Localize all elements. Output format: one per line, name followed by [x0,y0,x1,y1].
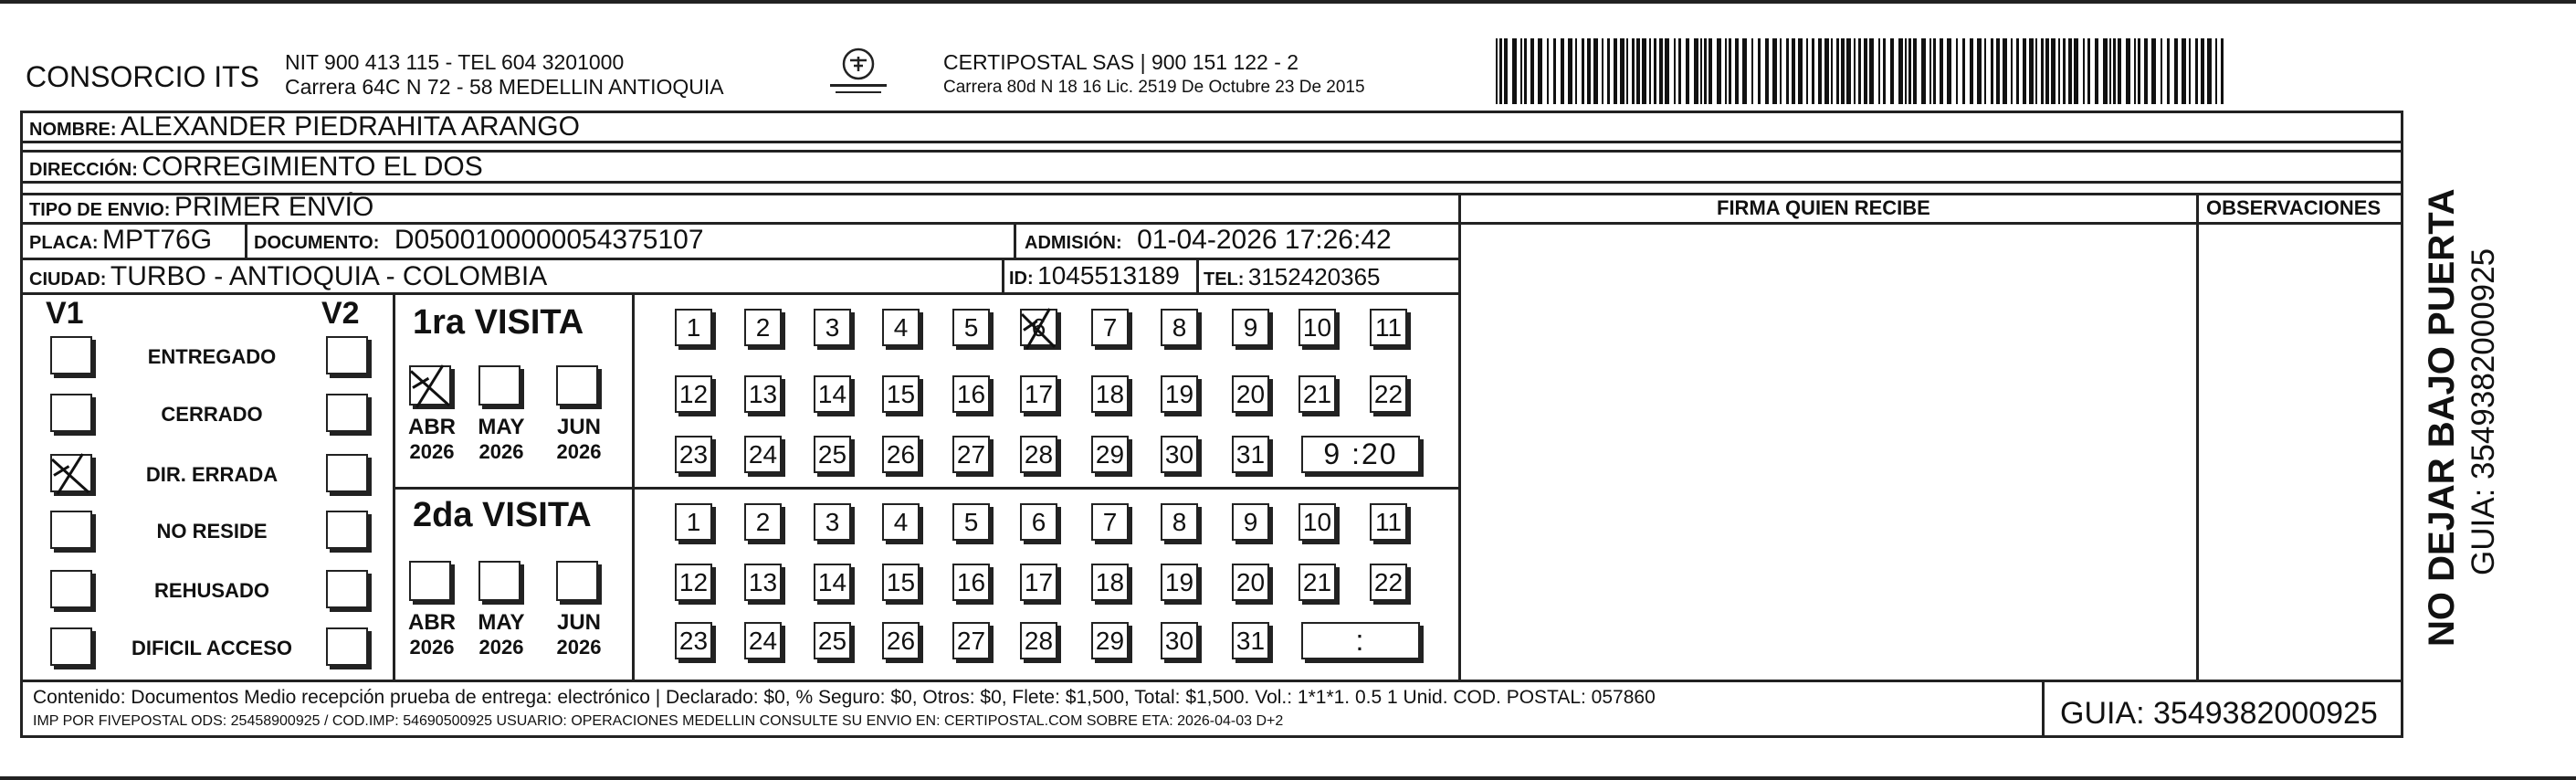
day-checkbox[interactable]: 28 [1020,436,1057,473]
handwritten-x-mark [1018,305,1060,351]
day-checkbox[interactable]: 15 [882,375,920,413]
form-frame [20,111,2403,738]
day-checkbox[interactable]: 17 [1020,375,1057,413]
footer-guia: GUIA: 3549382000925 [2060,696,2378,731]
side-warning-wrap [2411,137,2466,648]
day-checkbox[interactable]: 18 [1091,564,1129,601]
day-checkbox[interactable]: 22 [1370,564,1407,601]
day-checkbox[interactable]: 19 [1161,564,1198,601]
company-nit-tel: NIT 900 413 115 - TEL 604 3201000 [285,50,625,74]
day-checkbox[interactable]: 16 [952,375,990,413]
day-checkbox[interactable]: 11 [1370,503,1407,541]
month-checkbox[interactable] [409,365,451,406]
month-checkbox[interactable] [478,365,520,406]
visit-time-field[interactable]: 9 :20 [1301,436,1420,473]
day-checkbox[interactable]: 29 [1091,622,1129,659]
nombre-row [29,113,580,141]
day-checkbox[interactable]: 6 [1020,503,1057,541]
v2-checkbox[interactable] [326,394,368,432]
status-option-label: DIR. ERRADA [145,463,279,486]
day-checkbox[interactable]: 25 [814,622,851,659]
v2-checkbox[interactable] [326,570,368,608]
month-year: 2026 [409,440,455,463]
day-checkbox[interactable]: 11 [1370,309,1407,346]
ciudad-label: CIUDAD: [29,269,107,290]
day-checkbox[interactable]: 30 [1161,436,1198,473]
day-checkbox[interactable]: 9 [1232,309,1269,346]
nombre-label: NOMBRE: [29,120,117,140]
ciudad-row [29,263,547,290]
day-checkbox[interactable]: 12 [675,564,712,601]
placa-row [29,227,212,254]
day-checkbox[interactable]: 8 [1161,309,1198,346]
id-row [1009,263,1180,289]
direccion-value: CORREGIMIENTO EL DOS [142,152,483,182]
direccion-label: DIRECCIÓN: [29,160,138,180]
visit-time-field[interactable]: : [1301,622,1420,659]
v2-checkbox[interactable] [326,454,368,492]
v1-checkbox[interactable] [50,336,92,374]
month-label: ABR [408,415,456,439]
day-checkbox[interactable]: 14 [814,375,851,413]
day-checkbox[interactable]: 10 [1299,503,1336,541]
admision-label: ADMISIÓN: [1025,233,1122,253]
footer-contenido: Contenido: Documentos Medio recepción prueba de entrega: electrónico | Declarado: $0, % Seguro: $0, Otros: $0, Flete: $1,500, Total: $1,500. Vol.: 1*1*1. 0.5 1 Unid. COD. POSTAL: 057860 [33,687,1656,708]
day-checkbox[interactable]: 27 [952,622,990,659]
tipo-label: TIPO DE ENVIO: [29,200,171,220]
side-guia-wrap [2467,196,2513,580]
day-checkbox[interactable]: 26 [882,622,920,659]
day-checkbox[interactable]: 15 [882,564,920,601]
day-checkbox[interactable]: 26 [882,436,920,473]
observaciones-header: OBSERVACIONES [2206,196,2381,219]
day-checkbox[interactable]: 12 [675,375,712,413]
day-checkbox[interactable]: 18 [1091,375,1129,413]
barcode [1496,38,2226,104]
day-checkbox[interactable]: 27 [952,436,990,473]
day-checkbox[interactable]: 22 [1370,375,1407,413]
month-label: MAY [478,610,525,635]
firma-header: FIRMA QUIEN RECIBE [1717,196,1930,219]
v2-checkbox[interactable] [326,627,368,666]
day-checkbox[interactable]: 4 [882,503,920,541]
month-year: 2026 [478,440,524,463]
placa-label: PLACA: [29,233,99,253]
month-label: JUN [556,415,602,439]
footer-imp: IMP POR FIVEPOSTAL ODS: 25458900925 / COD.IMP: 54690500925 USUARIO: OPERACIONES MEDELLIN CONSULTE SU ENVIO EN: CERTIPOSTAL.COM SOBRE ETA: 2026-04-03 D+2 [33,713,1284,729]
ciudad-value: TURBO - ANTIOQUIA - COLOMBIA [110,261,548,291]
month-year: 2026 [556,440,602,463]
documento-value: D0500100000054375107 [394,225,704,255]
v2-checkbox[interactable] [326,336,368,374]
month-year: 2026 [409,636,455,659]
company-address: Carrera 64C N 72 - 58 MEDELLIN ANTIOQUIA [285,75,724,99]
day-checkbox[interactable]: 5 [952,503,990,541]
day-checkbox[interactable]: 23 [675,622,712,659]
day-checkbox[interactable]: 29 [1091,436,1129,473]
day-checkbox[interactable]: 31 [1232,436,1269,473]
day-checkbox[interactable]: 13 [744,564,782,601]
tel-value: 3152420365 [1247,263,1381,290]
documento-label: DOCUMENTO: [254,233,380,253]
day-checkbox[interactable]: 7 [1091,309,1129,346]
tel-label: TEL: [1204,269,1245,290]
v2-label: V2 [321,296,360,331]
side-warning: NO DEJAR BAJO PUERTA [2422,188,2462,647]
day-checkbox[interactable]: 20 [1232,375,1269,413]
id-value: 1045513189 [1037,261,1180,290]
day-checkbox[interactable]: 14 [814,564,851,601]
carrier-name: CERTIPOSTAL SAS | 900 151 122 - 2 [943,50,1299,74]
day-checkbox[interactable]: 2 [744,503,782,541]
placa-value: MPT76G [102,225,213,255]
day-checkbox[interactable]: 24 [744,622,782,659]
tipo-row [29,194,373,221]
day-checkbox[interactable]: 19 [1161,375,1198,413]
day-checkbox[interactable]: 3 [814,503,851,541]
day-checkbox[interactable]: 17 [1020,564,1057,601]
day-checkbox[interactable]: 16 [952,564,990,601]
day-checkbox[interactable]: 7 [1091,503,1129,541]
handwritten-x-mark [48,450,94,496]
month-year: 2026 [556,636,602,659]
month-checkbox[interactable] [409,561,451,601]
admision-row [1025,227,1392,254]
day-checkbox[interactable]: 23 [675,436,712,473]
certipostal-logo [826,44,890,102]
month-checkbox[interactable] [478,561,520,601]
visit1-title: 1ra VISITA [413,303,584,342]
admision-value: 01-04-2026 17:26:42 [1137,225,1392,255]
day-checkbox[interactable]: 21 [1299,564,1336,601]
nombre-value: ALEXANDER PIEDRAHITA ARANGO [121,111,580,142]
day-checkbox[interactable]: 5 [952,309,990,346]
v1-checkbox[interactable] [50,394,92,432]
v1-checkbox[interactable] [50,627,92,666]
tipo-value: PRIMER ENVÍO [173,192,374,222]
day-checkbox[interactable]: 10 [1299,309,1336,346]
month-checkbox[interactable] [556,365,598,406]
v1-checkbox[interactable] [50,454,92,492]
month-label: JUN [556,610,602,635]
day-checkbox[interactable]: 2 [744,309,782,346]
day-checkbox[interactable]: 1 [675,309,712,346]
day-checkbox[interactable]: 3 [814,309,851,346]
day-checkbox[interactable]: 13 [744,375,782,413]
day-checkbox[interactable]: 8 [1161,503,1198,541]
company-name: CONSORCIO ITS [26,60,260,93]
v1-checkbox[interactable] [50,570,92,608]
day-checkbox[interactable]: 21 [1299,375,1336,413]
status-option-label: ENTREGADO [147,345,277,368]
month-label: ABR [408,610,456,635]
day-checkbox[interactable]: 30 [1161,622,1198,659]
v1-checkbox[interactable] [50,511,92,549]
handwritten-x-mark [407,362,455,409]
visit2-title: 2da VISITA [413,496,592,534]
side-guia: GUIA: 3549382000925 [2466,248,2501,575]
tel-row [1204,265,1381,289]
day-checkbox[interactable]: 4 [882,309,920,346]
day-checkbox[interactable]: 9 [1232,503,1269,541]
documento-row [254,227,704,254]
status-option-label: REHUSADO [154,579,269,602]
status-option-label: DIFICIL ACCESO [131,637,293,659]
day-checkbox[interactable]: 24 [744,436,782,473]
carrier-address: Carrera 80d N 18 16 Lic. 2519 De Octubre 23 De 2015 [943,78,1365,97]
status-option-label: CERRADO [161,403,263,426]
day-checkbox[interactable]: 31 [1232,622,1269,659]
day-checkbox[interactable]: 25 [814,436,851,473]
day-checkbox[interactable]: 1 [675,503,712,541]
day-checkbox[interactable]: 28 [1020,622,1057,659]
day-checkbox[interactable]: 20 [1232,564,1269,601]
month-year: 2026 [478,636,524,659]
month-checkbox[interactable] [556,561,598,601]
day-checkbox[interactable]: 6 [1020,309,1057,346]
v1-label: V1 [46,296,84,331]
status-option-label: NO RESIDE [156,520,268,543]
month-label: MAY [478,415,525,439]
v2-checkbox[interactable] [326,511,368,549]
id-label: ID: [1009,269,1034,289]
direccion-row [29,153,483,181]
